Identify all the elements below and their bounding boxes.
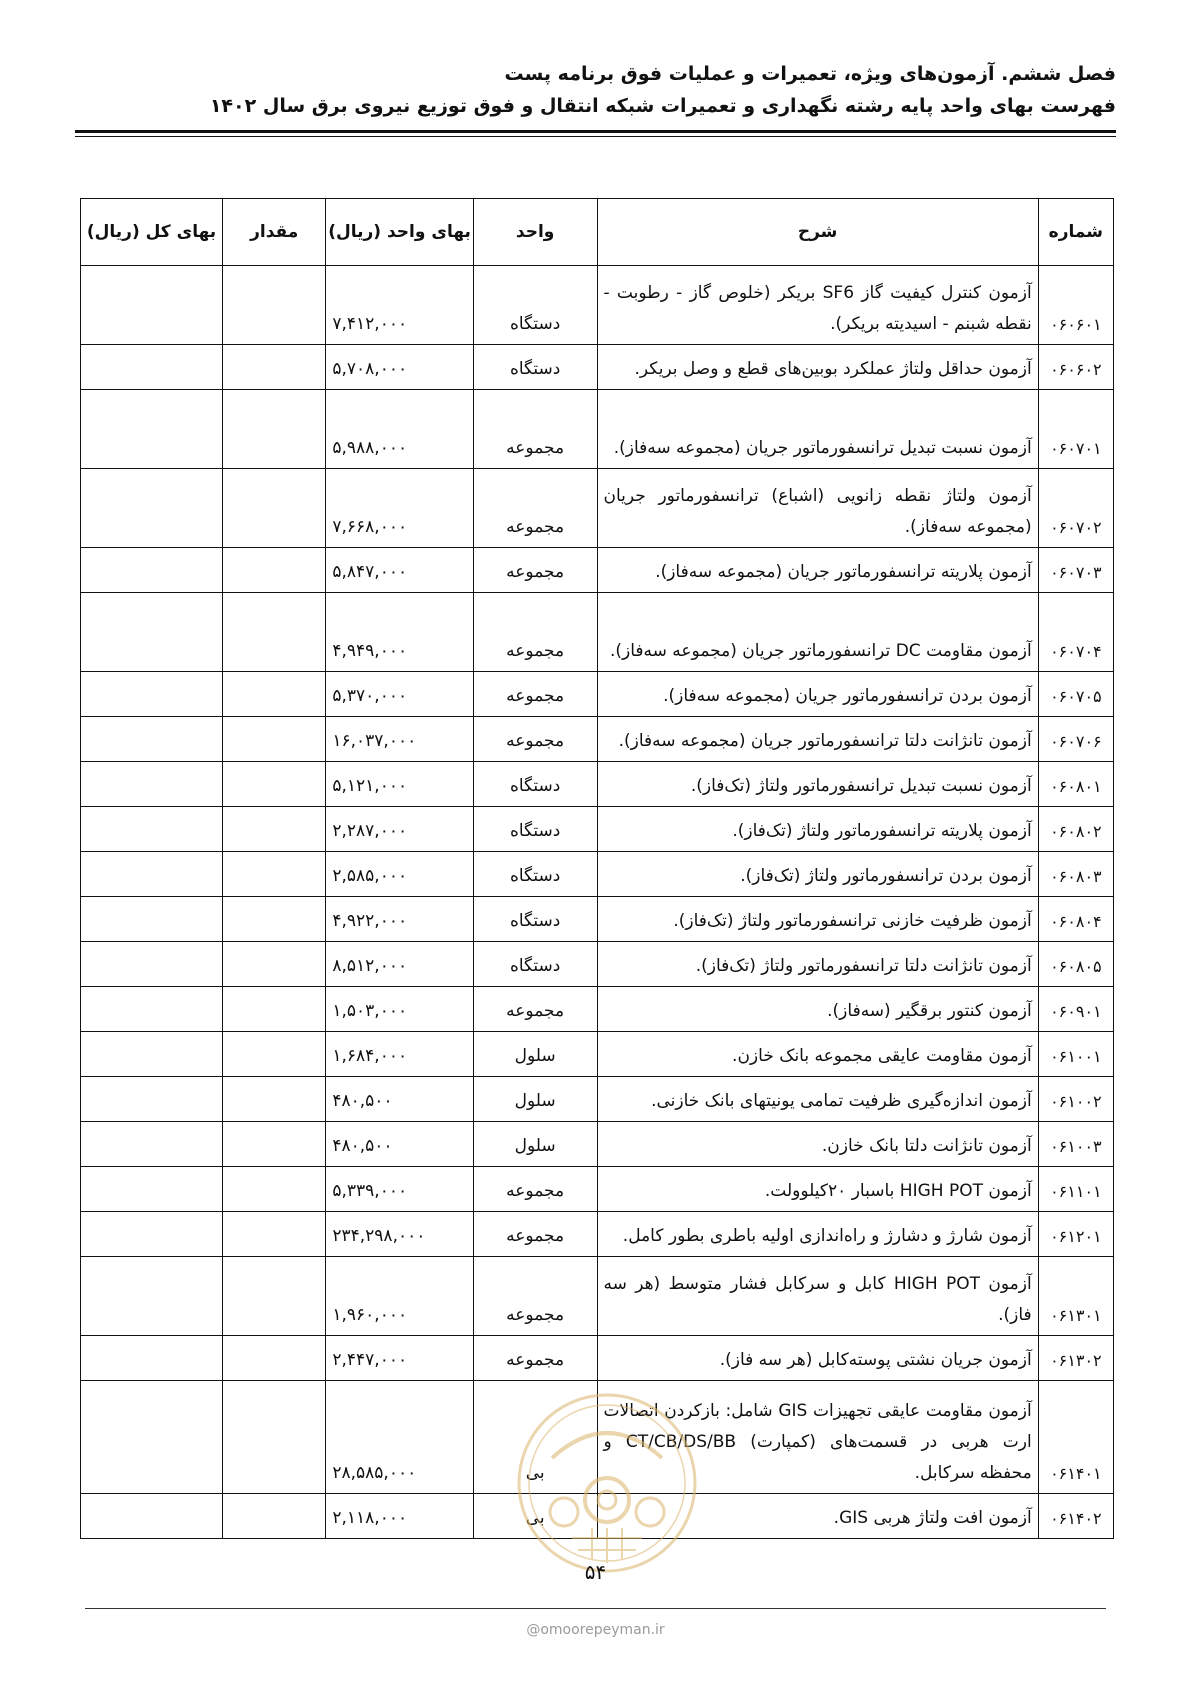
row-description: آزمون افت ولتاژ هربی GIS. [597, 1494, 1038, 1539]
row-unit-price: ۲۳۴,۲۹۸,۰۰۰ [326, 1212, 473, 1257]
row-code: ۰۶۰۸۰۳ [1038, 852, 1113, 897]
row-unit: دستگاه [473, 942, 597, 987]
row-code: ۰۶۰۹۰۱ [1038, 987, 1113, 1032]
row-unit-price: ۲,۵۸۵,۰۰۰ [326, 852, 473, 897]
row-code: ۰۶۰۷۰۵ [1038, 672, 1113, 717]
row-unit: مجموعه [473, 1257, 597, 1336]
row-description: آزمون اندازه‌گیری ظرفیت تمامی یونیتهای بانک خازنی. [597, 1077, 1038, 1122]
row-unit-price: ۵,۳۷۰,۰۰۰ [326, 672, 473, 717]
row-unit: مجموعه [473, 1336, 597, 1381]
table-row [81, 593, 1114, 672]
row-unit-price: ۱,۶۸۴,۰۰۰ [326, 1032, 473, 1077]
row-unit: دستگاه [473, 852, 597, 897]
header-total-price: بهای کل (ریال) [81, 199, 223, 266]
row-description: آزمون ظرفیت خازنی ترانسفورماتور ولتاژ (تک‌فاز). [597, 897, 1038, 942]
row-unit-price: ۱۶,۰۳۷,۰۰۰ [326, 717, 473, 762]
row-total-price [81, 1122, 223, 1167]
row-quantity [223, 1336, 326, 1381]
row-unit: مجموعه [473, 1212, 597, 1257]
row-quantity [223, 1167, 326, 1212]
row-unit: دستگاه [473, 897, 597, 942]
row-unit: بی [473, 1494, 597, 1539]
row-total-price [81, 1257, 223, 1336]
row-quantity [223, 1212, 326, 1257]
row-code: ۰۶۰۸۰۵ [1038, 942, 1113, 987]
table-row [81, 1077, 1114, 1122]
row-total-price [81, 593, 223, 672]
row-total-price [81, 1336, 223, 1381]
row-description: آزمون جریان نشتی پوسته‌کابل (هر سه فاز). [597, 1336, 1038, 1381]
row-code: ۰۶۱۰۰۲ [1038, 1077, 1113, 1122]
row-description: آزمون نسبت تبدیل ترانسفورماتور جریان (مجموعه سه‌فاز). [597, 390, 1038, 469]
row-total-price [81, 942, 223, 987]
row-total-price [81, 1494, 223, 1539]
row-total-price [81, 852, 223, 897]
table-row [81, 345, 1114, 390]
table-row [81, 1122, 1114, 1167]
website-watermark: @omoorepeyman.ir [526, 1622, 665, 1638]
row-description: آزمون مقاومت عایقی مجموعه بانک خازن. [597, 1032, 1038, 1077]
row-description: آزمون مقاومت DC ترانسفورماتور جریان (مجموعه سه‌فاز). [597, 593, 1038, 672]
price-table [80, 198, 1114, 1539]
row-quantity [223, 717, 326, 762]
row-quantity [223, 1257, 326, 1336]
row-unit-price: ۴,۹۴۹,۰۰۰ [326, 593, 473, 672]
row-code: ۰۶۱۰۰۱ [1038, 1032, 1113, 1077]
row-unit: مجموعه [473, 987, 597, 1032]
row-total-price [81, 1077, 223, 1122]
row-unit: دستگاه [473, 762, 597, 807]
row-total-price [81, 897, 223, 942]
row-unit: مجموعه [473, 672, 597, 717]
header-unit: واحد [473, 199, 597, 266]
table-row [81, 1212, 1114, 1257]
row-description: آزمون بردن ترانسفورماتور جریان (مجموعه سه‌فاز). [597, 672, 1038, 717]
row-description: آزمون کنترل کیفیت گاز SF6 بریکر (خلوص گاز - رطوبت - نقطه شبنم - اسیدیته بریکر). [597, 266, 1038, 345]
row-code: ۰۶۰۷۰۶ [1038, 717, 1113, 762]
row-code: ۰۶۱۰۰۳ [1038, 1122, 1113, 1167]
header-description: شرح [597, 199, 1038, 266]
row-code: ۰۶۱۴۰۲ [1038, 1494, 1113, 1539]
row-description: آزمون HIGH POT باسبار ۲۰کیلوولت. [597, 1167, 1038, 1212]
row-code: ۰۶۱۲۰۱ [1038, 1212, 1113, 1257]
row-unit: مجموعه [473, 390, 597, 469]
row-unit-price: ۷,۶۶۸,۰۰۰ [326, 469, 473, 548]
document-title: فهرست بهای واحد پایه رشته نگهداری و تعمیرات شبکه انتقال و فوق توزیع نیروی برق سال ۱۴۰۲ [209, 95, 1116, 117]
row-unit-price: ۵,۳۳۹,۰۰۰ [326, 1167, 473, 1212]
row-code: ۰۶۱۳۰۱ [1038, 1257, 1113, 1336]
table-row [81, 469, 1114, 548]
row-quantity [223, 852, 326, 897]
row-total-price [81, 987, 223, 1032]
row-quantity [223, 1494, 326, 1539]
row-total-price [81, 469, 223, 548]
row-unit: سلول [473, 1032, 597, 1077]
row-unit: دستگاه [473, 266, 597, 345]
table-row [81, 672, 1114, 717]
table-row [81, 852, 1114, 897]
table-row [81, 548, 1114, 593]
row-unit-price: ۵,۷۰۸,۰۰۰ [326, 345, 473, 390]
row-unit: بی [473, 1381, 597, 1494]
row-quantity [223, 1122, 326, 1167]
row-total-price [81, 1212, 223, 1257]
row-quantity [223, 1381, 326, 1494]
row-total-price [81, 390, 223, 469]
row-description: آزمون پلاریته ترانسفورماتور ولتاژ (تک‌فاز). [597, 807, 1038, 852]
row-code: ۰۶۱۳۰۲ [1038, 1336, 1113, 1381]
row-quantity [223, 807, 326, 852]
row-unit: سلول [473, 1122, 597, 1167]
header-rule-thick [75, 130, 1116, 133]
table-row [81, 987, 1114, 1032]
row-quantity [223, 266, 326, 345]
row-description: آزمون حداقل ولتاژ عملکرد بوبین‌های قطع و وصل بریکر. [597, 345, 1038, 390]
row-total-price [81, 345, 223, 390]
row-unit-price: ۴,۹۲۲,۰۰۰ [326, 897, 473, 942]
row-unit-price: ۴۸۰,۵۰۰ [326, 1077, 473, 1122]
row-total-price [81, 266, 223, 345]
row-unit: مجموعه [473, 548, 597, 593]
row-description: آزمون تانژانت دلتا بانک خازن. [597, 1122, 1038, 1167]
row-unit: مجموعه [473, 593, 597, 672]
row-description: آزمون کنتور برقگیر (سه‌فاز). [597, 987, 1038, 1032]
table-row [81, 1257, 1114, 1336]
table-row [81, 1336, 1114, 1381]
row-unit-price: ۴۸۰,۵۰۰ [326, 1122, 473, 1167]
row-total-price [81, 672, 223, 717]
row-description: آزمون مقاومت عایقی تجهیزات GIS شامل: بازکردن اتصالات ارت هربی در قسمت‌های (کمپارت) CT/CB/DS/BB و محفظه سرکابل. [597, 1381, 1038, 1494]
row-unit-price: ۲,۲۸۷,۰۰۰ [326, 807, 473, 852]
row-unit: دستگاه [473, 807, 597, 852]
table-row [81, 762, 1114, 807]
row-quantity [223, 390, 326, 469]
row-unit: سلول [473, 1077, 597, 1122]
row-quantity [223, 469, 326, 548]
row-total-price [81, 762, 223, 807]
row-quantity [223, 593, 326, 672]
row-code: ۰۶۰۷۰۱ [1038, 390, 1113, 469]
row-unit-price: ۲,۱۱۸,۰۰۰ [326, 1494, 473, 1539]
row-unit-price: ۵,۱۲۱,۰۰۰ [326, 762, 473, 807]
row-quantity [223, 987, 326, 1032]
footer-rule [85, 1608, 1106, 1609]
row-total-price [81, 1032, 223, 1077]
row-quantity [223, 1077, 326, 1122]
header-rule-thin [75, 136, 1116, 137]
row-quantity [223, 548, 326, 593]
row-unit: مجموعه [473, 1167, 597, 1212]
row-code: ۰۶۱۱۰۱ [1038, 1167, 1113, 1212]
row-quantity [223, 345, 326, 390]
row-description: آزمون ولتاژ نقطه زانویی (اشباع) ترانسفورماتور جریان (مجموعه سه‌فاز). [597, 469, 1038, 548]
header-unit-price: بهای واحد (ریال) [326, 199, 473, 266]
row-description: آزمون پلاریته ترانسفورماتور جریان (مجموعه سه‌فاز). [597, 548, 1038, 593]
table-header-row [81, 199, 1114, 266]
table-row [81, 942, 1114, 987]
row-description: آزمون تانژانت دلتا ترانسفورماتور ولتاژ (تک‌فاز). [597, 942, 1038, 987]
header-code: شماره [1038, 199, 1113, 266]
page-header [75, 58, 1116, 122]
table-row [81, 717, 1114, 762]
row-code: ۰۶۰۸۰۱ [1038, 762, 1113, 807]
row-unit-price: ۲,۴۴۷,۰۰۰ [326, 1336, 473, 1381]
table-row [81, 807, 1114, 852]
row-description: آزمون نسبت تبدیل ترانسفورماتور ولتاژ (تک‌فاز). [597, 762, 1038, 807]
row-code: ۰۶۰۷۰۳ [1038, 548, 1113, 593]
row-total-price [81, 807, 223, 852]
row-quantity [223, 942, 326, 987]
row-unit-price: ۱,۵۰۳,۰۰۰ [326, 987, 473, 1032]
row-description: آزمون بردن ترانسفورماتور ولتاژ (تک‌فاز). [597, 852, 1038, 897]
row-description: آزمون HIGH POT کابل و سرکابل فشار متوسط (هر سه فاز). [597, 1257, 1038, 1336]
row-unit: دستگاه [473, 345, 597, 390]
table-row [81, 897, 1114, 942]
row-unit-price: ۷,۴۱۲,۰۰۰ [326, 266, 473, 345]
table-row [81, 266, 1114, 345]
row-quantity [223, 897, 326, 942]
table-row [81, 390, 1114, 469]
header-quantity: مقدار [223, 199, 326, 266]
table-row [81, 1032, 1114, 1077]
row-total-price [81, 1167, 223, 1212]
page-number: ۵۴ [584, 1560, 607, 1584]
seal-logo-icon [512, 1388, 702, 1578]
row-total-price [81, 717, 223, 762]
row-code: ۰۶۰۸۰۴ [1038, 897, 1113, 942]
chapter-title: فصل ششم. آزمون‌های ویژه، تعمیرات و عملیات فوق برنامه پست [504, 63, 1116, 85]
row-unit-price: ۵,۸۴۷,۰۰۰ [326, 548, 473, 593]
row-code: ۰۶۱۴۰۱ [1038, 1381, 1113, 1494]
row-code: ۰۶۰۷۰۴ [1038, 593, 1113, 672]
row-code: ۰۶۰۶۰۱ [1038, 266, 1113, 345]
row-code: ۰۶۰۷۰۲ [1038, 469, 1113, 548]
row-unit: مجموعه [473, 469, 597, 548]
table-row [81, 1167, 1114, 1212]
row-unit-price: ۵,۹۸۸,۰۰۰ [326, 390, 473, 469]
row-description: آزمون تانژانت دلتا ترانسفورماتور جریان (مجموعه سه‌فاز). [597, 717, 1038, 762]
row-unit-price: ۲۸,۵۸۵,۰۰۰ [326, 1381, 473, 1494]
row-code: ۰۶۰۶۰۲ [1038, 345, 1113, 390]
row-total-price [81, 1381, 223, 1494]
row-unit-price: ۱,۹۶۰,۰۰۰ [326, 1257, 473, 1336]
watermark-seal-graphic [512, 1388, 702, 1578]
row-quantity [223, 672, 326, 717]
row-unit: مجموعه [473, 717, 597, 762]
row-unit-price: ۸,۵۱۲,۰۰۰ [326, 942, 473, 987]
row-total-price [81, 548, 223, 593]
row-quantity [223, 1032, 326, 1077]
row-description: آزمون شارژ و دشارژ و راه‌اندازی اولیه باطری بطور کامل. [597, 1212, 1038, 1257]
row-code: ۰۶۰۸۰۲ [1038, 807, 1113, 852]
row-quantity [223, 762, 326, 807]
